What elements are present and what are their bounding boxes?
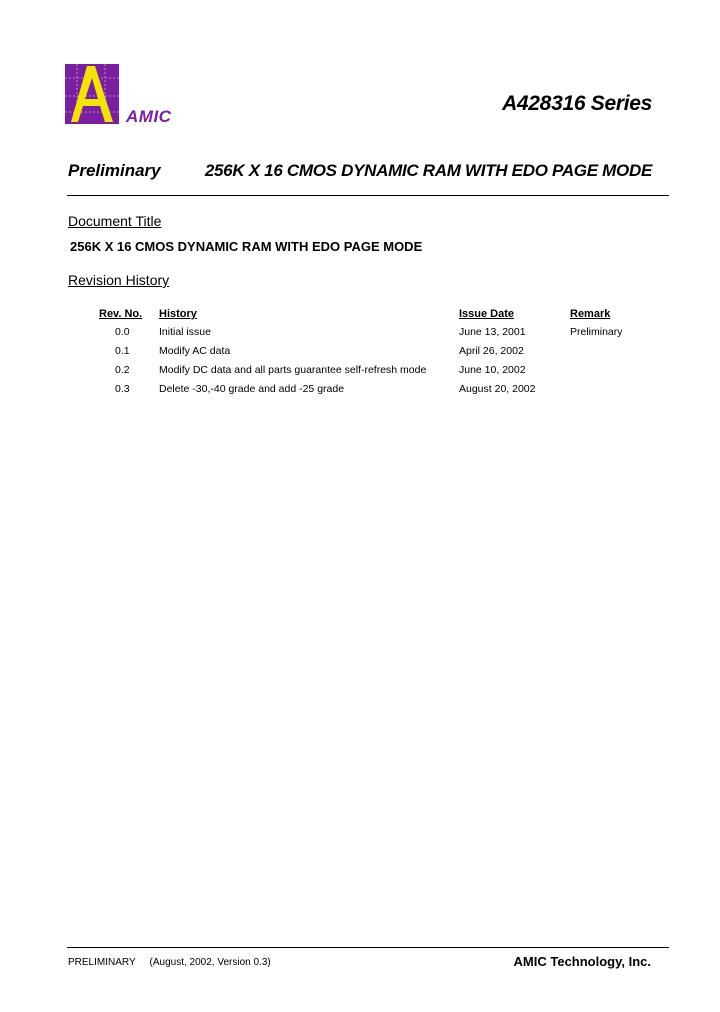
- row-history: Modify AC data: [159, 345, 231, 357]
- series-title: A428316 Series: [502, 92, 652, 115]
- row-date: June 10, 2002: [459, 364, 526, 376]
- status-label: Preliminary: [68, 161, 161, 180]
- row-history: Modify DC data and all parts guarantee self-refresh mode: [159, 364, 427, 376]
- header-subtitle: 256K X 16 CMOS DYNAMIC RAM WITH EDO PAGE MODE: [204, 161, 652, 180]
- footer-status: [68, 957, 271, 968]
- logo-wordmark: AMIC: [126, 107, 172, 126]
- document-title-heading: Document Title: [68, 213, 162, 229]
- revision-history-heading: Revision History: [68, 272, 170, 288]
- row-history: Initial issue: [159, 326, 211, 338]
- row-rev: 0.3: [115, 383, 130, 395]
- row-date: April 26, 2002: [459, 345, 524, 357]
- document-title-value: 256K X 16 CMOS DYNAMIC RAM WITH EDO PAGE MODE: [70, 239, 423, 254]
- header-divider: [67, 195, 669, 196]
- row-remark: Preliminary: [570, 326, 623, 338]
- row-history: Delete -30,-40 grade and add -25 grade: [159, 383, 345, 395]
- footer-divider: [67, 947, 669, 948]
- col-header-remark: Remark: [570, 308, 611, 320]
- footer-label: PRELIMINARY: [68, 957, 136, 968]
- col-header-rev: Rev. No.: [99, 308, 143, 320]
- row-rev: 0.2: [115, 364, 130, 376]
- row-rev: 0.1: [115, 345, 130, 357]
- row-rev: 0.0: [115, 326, 130, 338]
- col-header-date: Issue Date: [459, 308, 515, 320]
- footer-company: AMIC Technology, Inc.: [513, 954, 651, 969]
- footer-version: (August, 2002, Version 0.3): [149, 957, 271, 968]
- amic-logo: [65, 64, 119, 124]
- row-date: August 20, 2002: [459, 383, 536, 395]
- row-date: June 13, 2001: [459, 326, 526, 338]
- col-header-history: History: [159, 308, 197, 320]
